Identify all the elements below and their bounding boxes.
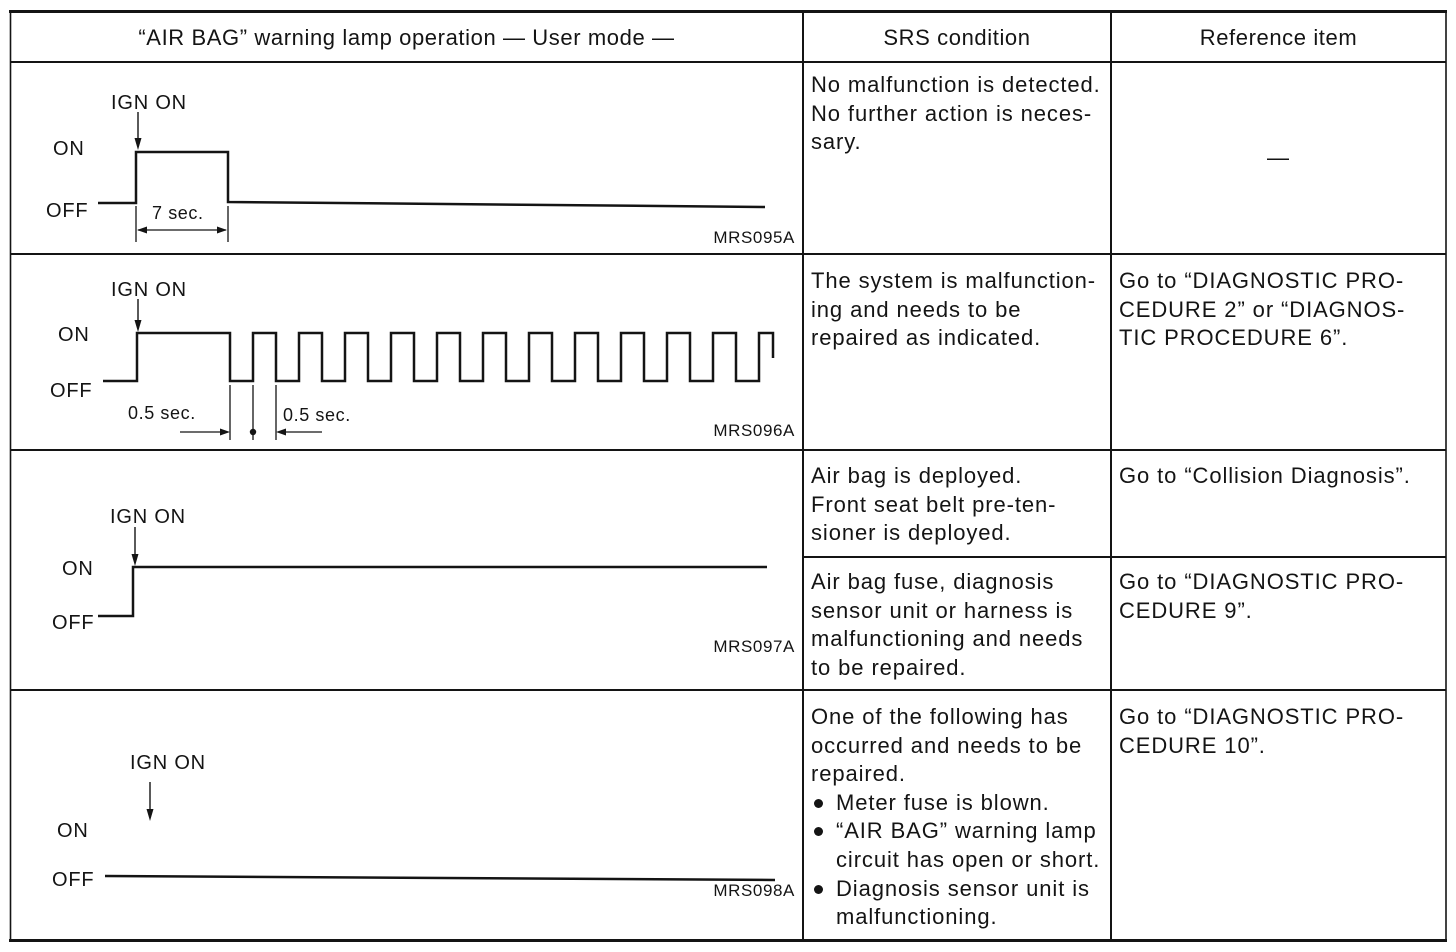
figure-id: MRS097A [713,637,795,656]
reference-line: CEDURE 9”. [1119,597,1253,623]
header-operation-label: “AIR BAG” warning lamp operation — User mode — [138,24,675,50]
figure-id: MRS095A [713,228,795,247]
ign-on-arrowhead [135,138,142,150]
off-level-label: OFF [52,869,95,891]
lamp-waveform [98,152,765,207]
dimension-arrowhead [217,227,227,234]
condition-line: One of the following has [811,704,1069,729]
dimension-arrowhead [276,429,286,436]
reference-none-dash: — [1267,144,1290,170]
ign-on-arrowhead [147,809,154,821]
off-level-label: OFF [50,380,93,402]
dimension-arrowhead [137,227,147,234]
row-4-condition-cell [811,703,1100,932]
condition-line: sioner is deployed. [811,520,1012,546]
condition-line: occurred and needs to be [811,732,1083,758]
reference-line: TIC PROCEDURE 6”. [1119,325,1349,351]
bullet-line: circuit has open or short. [836,846,1101,872]
condition-line: sensor unit or harness is [811,597,1074,623]
row-2-condition-cell [811,267,1096,353]
condition-line: No malfunction is detected. [811,72,1101,97]
header-operation-cell [10,13,803,62]
on-level-label: ON [58,324,90,346]
condition-line: sary. [811,129,862,155]
reference-line: Go to “DIAGNOSTIC PRO- [1119,569,1405,594]
header-reference-cell [1111,13,1446,62]
off-level-label: OFF [52,612,95,634]
on-level-label: ON [62,558,94,580]
row-3-lamp-diagram [0,450,803,690]
condition-line: The system is malfunction- [811,268,1097,293]
ign-on-label: IGN ON [110,506,186,528]
row-1-condition-cell [811,71,1101,157]
reference-line: CEDURE 10”. [1119,732,1266,758]
condition-line: repaired as indicated. [811,325,1042,351]
off-duration-label: 0.5 sec. [128,403,196,423]
bullet-item [811,817,1100,874]
condition-line: Air bag is deployed. [811,463,1023,488]
bullet-line: “AIR BAG” warning lamp [836,818,1097,844]
row-3a-condition-cell [811,462,1056,548]
row-3b-condition-cell [811,568,1083,682]
row-2-lamp-diagram [0,254,803,450]
reference-line: CEDURE 2” or “DIAGNOS- [1119,296,1406,322]
row-4-lamp-diagram [0,690,803,940]
on-level-label: ON [53,138,85,160]
condition-line: malfunctioning and needs [811,626,1084,652]
row-3a-reference-cell [1119,462,1411,491]
row-1-lamp-diagram [0,62,803,254]
dimension-arrowhead [220,429,230,436]
lamp-waveform [103,333,773,381]
dimension-dot [250,429,256,435]
condition-line: No further action is neces- [811,100,1093,126]
header-condition-label: SRS condition [883,24,1031,50]
condition-line: ing and needs to be [811,296,1022,322]
header-condition-cell [803,13,1111,62]
condition-line: to be repaired. [811,654,967,680]
row-4-reference-cell [1119,703,1404,760]
condition-line: Air bag fuse, diagnosis [811,569,1055,594]
on-duration-label: 0.5 sec. [283,405,351,425]
lamp-waveform [105,876,775,880]
bullet-item [811,875,1100,932]
condition-line: Front seat belt pre-ten- [811,491,1057,517]
header-reference-label: Reference item [1199,24,1358,50]
reference-line: Go to “DIAGNOSTIC PRO- [1119,704,1405,729]
row-3b-reference-cell [1119,568,1404,625]
off-level-label: OFF [46,200,89,222]
condition-line: repaired. [811,761,906,787]
row-2-reference-cell [1119,267,1405,353]
on-level-label: ON [57,820,89,842]
ign-on-arrowhead [135,320,142,332]
duration-label: 7 sec. [152,203,204,223]
lamp-waveform [98,567,767,616]
ign-on-label: IGN ON [111,279,187,301]
figure-id: MRS098A [713,881,795,900]
ign-on-arrowhead [132,554,139,566]
bullet-item [811,789,1100,818]
figure-id: MRS096A [713,421,795,440]
bullet-line: Meter fuse is blown. [836,789,1050,815]
bullet-line: Diagnosis sensor unit is [836,875,1090,901]
ign-on-label: IGN ON [111,92,187,114]
reference-line: Go to “Collision Diagnosis”. [1119,463,1411,488]
row-1-reference-cell [1111,62,1446,254]
bullet-line: malfunctioning. [836,904,998,930]
ign-on-label: IGN ON [130,752,206,774]
reference-line: Go to “DIAGNOSTIC PRO- [1119,268,1405,293]
